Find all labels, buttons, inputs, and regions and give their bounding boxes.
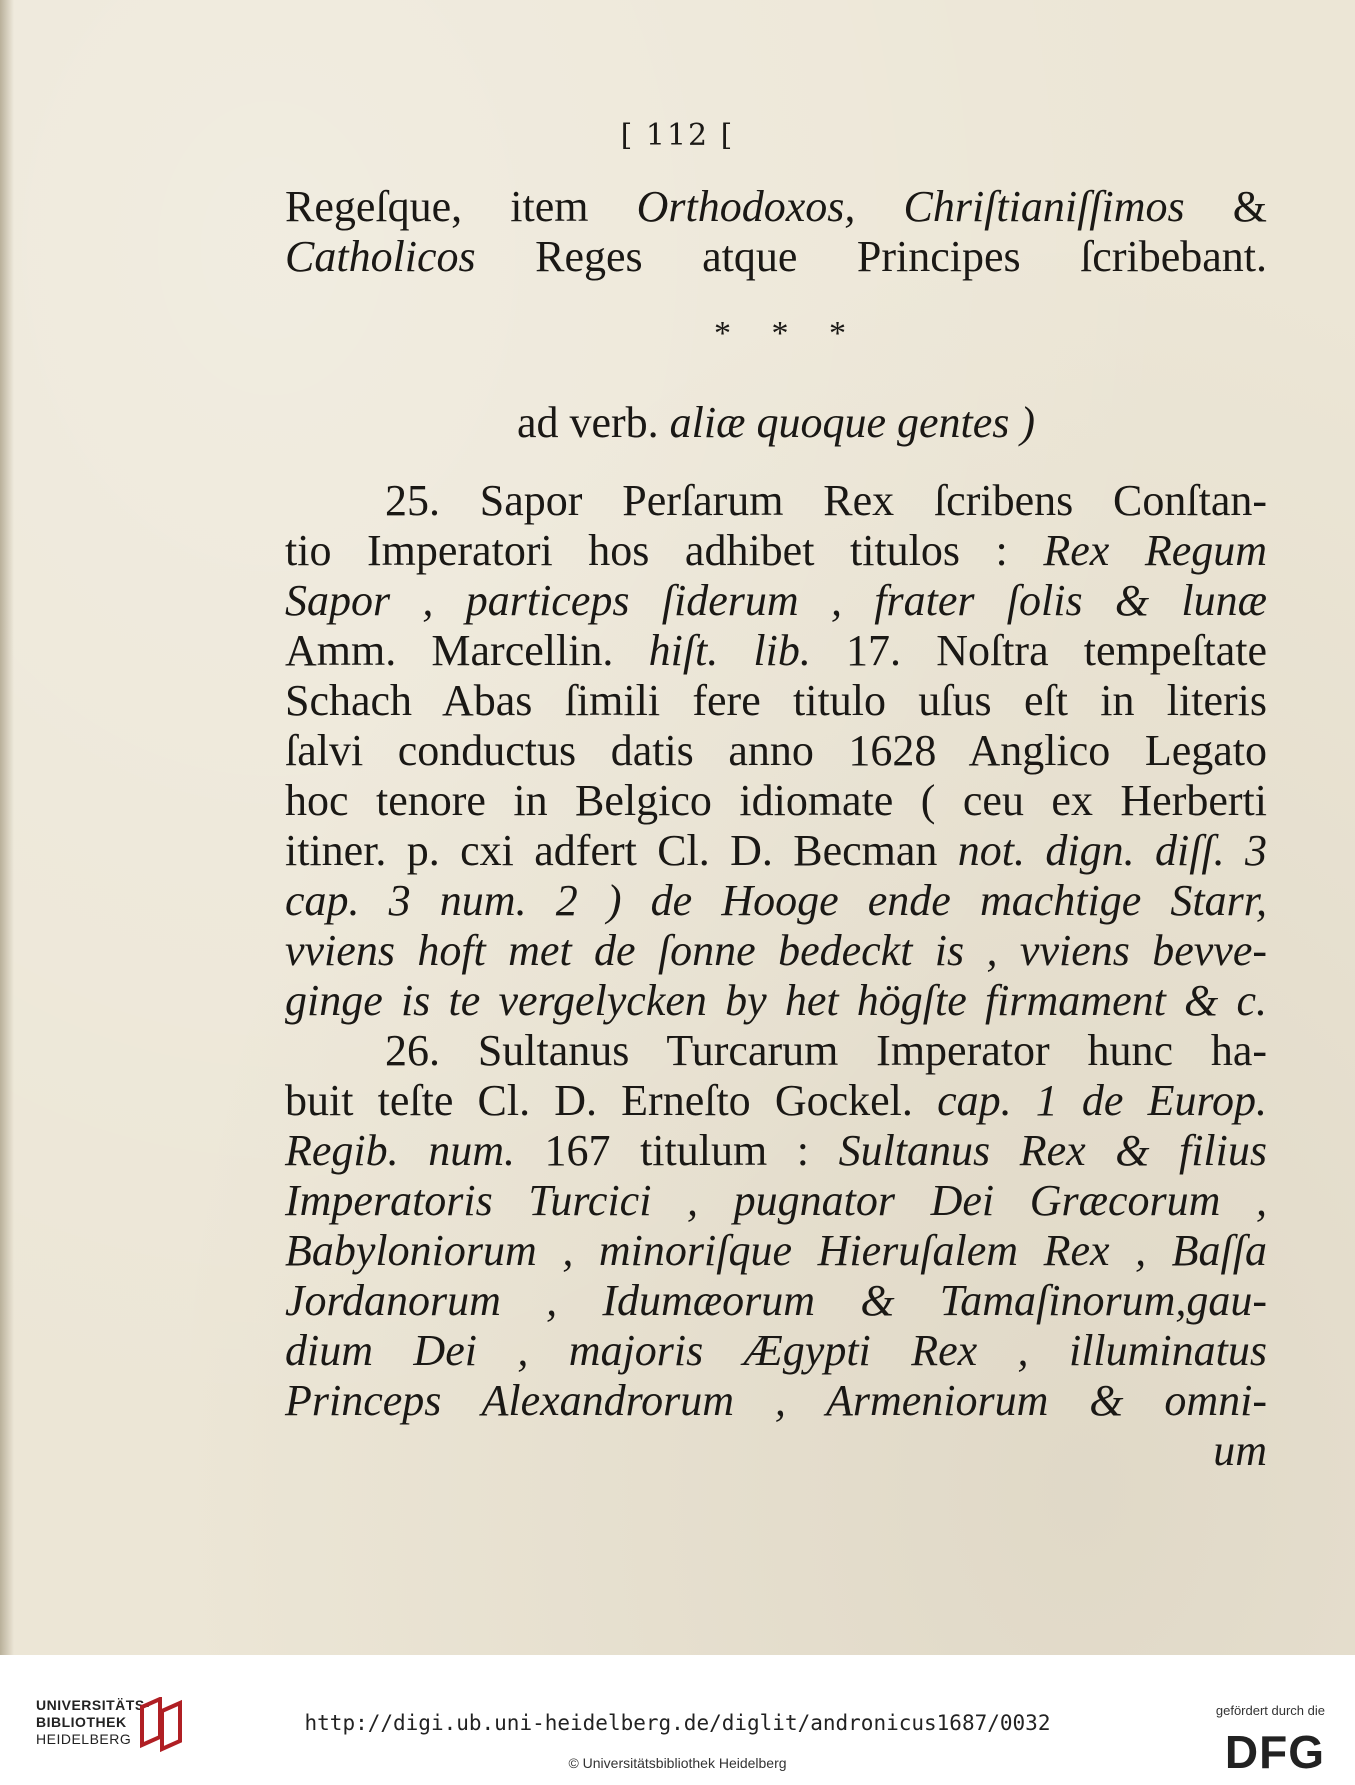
- permalink-url[interactable]: http://digi.ub.uni-heidelberg.de/diglit/andronicus1687/0032: [304, 1711, 1051, 1735]
- body-text: [285, 182, 1267, 1476]
- roman-run: 26. Sultanus Turcarum Imperator hunc ha-: [385, 1026, 1267, 1075]
- roman-run: ſalvi conductus datis anno 1628 Anglico Legato: [285, 726, 1267, 775]
- viewer-footer: [0, 1655, 1355, 1785]
- italic-run: cap. 1 de Europ.: [937, 1076, 1267, 1125]
- roman-run: Regeſque, item: [285, 182, 637, 231]
- text-line: [285, 776, 1267, 826]
- paragraph-start: [285, 1026, 1267, 1076]
- roman-run: Schach Abas ſimili fere titulo uſus eſt in literis: [285, 676, 1267, 725]
- italic-run: Regib. num.: [285, 1126, 515, 1175]
- text-line: [285, 576, 1267, 626]
- italic-run: Rex Regum: [1043, 526, 1267, 575]
- italic-run: not. dign. diſſ. 3: [957, 826, 1267, 875]
- text-line: [285, 976, 1267, 1026]
- section-heading: [285, 398, 1267, 448]
- text-line: [285, 726, 1267, 776]
- italic-run: ginge is te vergelycken by het högſte firmament & c.: [285, 976, 1267, 1025]
- text-line: [285, 1326, 1267, 1376]
- roman-run: 25. Sapor Perſarum Rex ſcribens Conſtan-: [385, 476, 1267, 525]
- italic-run: Orthodoxos, Chriſtianiſſimos: [636, 182, 1185, 231]
- text-line: [285, 876, 1267, 926]
- italic-run: um: [1213, 1426, 1267, 1475]
- italic-run: Imperatoris Turcici , pugnator Dei Græcorum ,: [285, 1176, 1267, 1225]
- roman-run: itiner. p. cxi adfert Cl. D. Becman: [285, 826, 958, 875]
- text-line: [285, 232, 1267, 282]
- funding-label: gefördert durch die: [1215, 1703, 1325, 1718]
- catchword: [285, 1426, 1267, 1476]
- roman-run: Amm. Marcellin.: [285, 626, 649, 675]
- text-line: [285, 676, 1267, 726]
- roman-run: 167 titulum :: [514, 1126, 839, 1175]
- text-line: [285, 1126, 1267, 1176]
- roman-run: 17. Noſtra tempeſtate: [810, 626, 1268, 675]
- page-edge-shadow: [0, 0, 14, 1655]
- copyright-notice: © Universitätsbibliothek Heidelberg: [568, 1755, 787, 1771]
- roman-run: &: [1184, 182, 1267, 231]
- text-line: [285, 626, 1267, 676]
- italic-run: cap. 3 num. 2 ) de Hooge ende machtige Starr,: [285, 876, 1267, 925]
- dfg-logo: DFG: [1224, 1726, 1325, 1778]
- text-line: [285, 1276, 1267, 1326]
- roman-run: hoc tenore in Belgico idiomate ( ceu ex Herberti: [285, 776, 1267, 825]
- asterism-separator: * * *: [714, 315, 862, 352]
- italic-run: vviens hoft met de ſonne bedeckt is , vviens bevve-: [285, 926, 1267, 975]
- text-line: [285, 1176, 1267, 1226]
- italic-run: dium Dei , majoris Ægypti Rex , illuminatus: [285, 1326, 1267, 1375]
- italic-run: Jordanorum , Idumæorum & Tamaſinorum,gau-: [285, 1276, 1267, 1325]
- italic-run: Princeps Alexandrorum , Armeniorum & omni-: [285, 1376, 1267, 1425]
- text-line: [285, 926, 1267, 976]
- library-name: UNIVERSITÄTS- BIBLIOTHEK HEIDELBERG: [36, 1697, 150, 1747]
- text-line: [285, 1226, 1267, 1276]
- italic-run: Babyloniorum , minoriſque Hieruſalem Rex , Baſſa: [285, 1226, 1267, 1275]
- text-line: [285, 826, 1267, 876]
- italic-run: Catholicos: [285, 232, 476, 281]
- paragraph-start: [285, 476, 1267, 526]
- text-line: [285, 1376, 1267, 1426]
- roman-run: ad verb.: [516, 398, 670, 447]
- roman-run: tio Imperatori hos adhibet titulos :: [285, 526, 1044, 575]
- italic-run: hiſt. lib.: [648, 626, 811, 675]
- text-line: [285, 526, 1267, 576]
- italic-run: Sultanus Rex & filius: [838, 1126, 1267, 1175]
- text-line: [285, 1076, 1267, 1126]
- text-line: [285, 182, 1267, 232]
- italic-run: aliæ quoque gentes ): [669, 398, 1036, 447]
- page-number: [ 112 [: [620, 118, 735, 153]
- roman-run: buit teſte Cl. D. Erneſto Gockel.: [285, 1076, 938, 1125]
- roman-run: Reges atque Principes ſcribebant.: [475, 232, 1267, 281]
- italic-run: Sapor , particeps ſiderum , frater ſolis & lunæ: [285, 576, 1267, 625]
